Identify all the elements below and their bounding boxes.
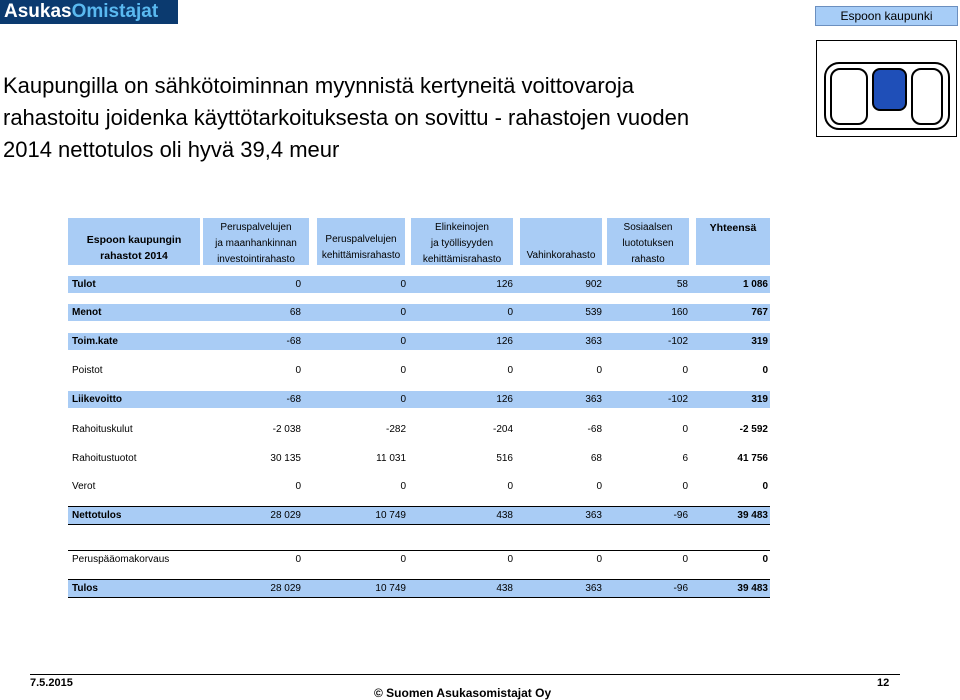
table-cell: 0 xyxy=(596,481,602,492)
table-cell: 6 xyxy=(682,453,688,464)
table-cell: 0 xyxy=(295,279,301,290)
footer-copyright: © Suomen Asukasomistajat Oy xyxy=(374,686,552,700)
total-cell: 39 483 xyxy=(737,583,768,594)
table-cell: 0 xyxy=(400,365,406,376)
brand-logo xyxy=(0,0,178,24)
table-cell: 0 xyxy=(682,365,688,376)
table-cell: 126 xyxy=(496,394,513,405)
table-cell: -68 xyxy=(286,394,301,405)
column-header: Peruspalvelujen kehittämisrahasto xyxy=(321,234,401,261)
table-cell: 0 xyxy=(596,554,602,565)
column-header: Vahinkorahasto xyxy=(526,250,596,261)
title-line-1: Kaupungilla on sähkötoiminnan myynnistä kertyneitä voittovaroja xyxy=(3,73,635,98)
footer-date: 7.5.2015 xyxy=(30,677,73,689)
table-cell: 0 xyxy=(507,365,513,376)
row-label: Rahoitustuotot xyxy=(72,453,137,464)
total-cell: 39 483 xyxy=(737,510,768,521)
footer-divider xyxy=(30,674,900,675)
table-cell: 0 xyxy=(295,554,301,565)
table-cell: 438 xyxy=(496,583,513,594)
total-cell: 0 xyxy=(762,481,768,492)
table-cell: 516 xyxy=(496,453,513,464)
table-cell: -2 038 xyxy=(272,424,301,435)
table-cell: 58 xyxy=(676,279,688,290)
table-cell: 68 xyxy=(289,307,301,318)
table-cell: -204 xyxy=(492,424,513,435)
column-header: Sosiaalsen luototuksen rahasto xyxy=(622,222,674,265)
table-cell: 0 xyxy=(295,365,301,376)
table-cell: -102 xyxy=(667,336,688,347)
column-header: Peruspalvelujen ja maanhankinnan investointirahasto xyxy=(215,222,297,265)
page-number: 12 xyxy=(877,677,890,689)
table-cell: 0 xyxy=(400,279,406,290)
total-cell: 1 086 xyxy=(742,279,768,290)
title-line-2: rahastoitu joidenka käyttötarkoituksesta on sovittu - rahastojen vuoden xyxy=(3,105,690,130)
page-title xyxy=(3,70,803,166)
table-cell: 0 xyxy=(682,424,688,435)
table-cell: 0 xyxy=(507,481,513,492)
row-border xyxy=(68,597,770,598)
top-bar xyxy=(0,0,960,30)
table-cell: 363 xyxy=(585,336,602,347)
table-cell: 902 xyxy=(585,279,602,290)
table-cell: -96 xyxy=(673,583,688,594)
table-cell: -102 xyxy=(667,394,688,405)
row-border xyxy=(68,524,770,525)
row-label: Poistot xyxy=(72,365,103,376)
table-corner-label: Espoon kaupungin rahastot 2014 xyxy=(86,234,182,262)
column-header-total: Yhteensä xyxy=(709,222,757,234)
table-cell: 0 xyxy=(400,394,406,405)
espoo-emblem-icon xyxy=(816,40,957,137)
row-label: Menot xyxy=(72,307,102,318)
table-cell: 30 135 xyxy=(270,453,301,464)
city-label: Espoon kaupunki xyxy=(815,6,958,26)
table-cell: 68 xyxy=(590,453,602,464)
row-label: Tulos xyxy=(72,583,98,594)
table-cell: -96 xyxy=(673,510,688,521)
table-cell: 0 xyxy=(295,481,301,492)
table-cell: 10 749 xyxy=(375,510,406,521)
table-cell: 363 xyxy=(585,583,602,594)
brand-part1: Asukas xyxy=(4,1,72,22)
table-cell: -282 xyxy=(385,424,406,435)
table-cell: -68 xyxy=(286,336,301,347)
column-header: Elinkeinojen ja työllisyyden kehittämisrahasto xyxy=(422,222,502,265)
total-cell: 0 xyxy=(762,554,768,565)
table-cell: 0 xyxy=(400,481,406,492)
row-label: Verot xyxy=(72,481,96,492)
total-cell: -2 592 xyxy=(739,424,768,435)
table-cell: 126 xyxy=(496,279,513,290)
table-cell: 0 xyxy=(596,365,602,376)
table-cell: 0 xyxy=(400,554,406,565)
table-cell: 11 031 xyxy=(376,453,406,464)
table-cell: 10 749 xyxy=(375,583,406,594)
table-cell: 28 029 xyxy=(270,583,301,594)
table-cell: 0 xyxy=(400,336,406,347)
table-cell: 28 029 xyxy=(270,510,301,521)
row-label: Nettotulos xyxy=(72,510,122,521)
title-line-3: 2014 nettotulos oli hyvä 39,4 meur xyxy=(3,137,340,162)
brand-part2: Omistajat xyxy=(71,1,159,22)
table-cell: 539 xyxy=(585,307,602,318)
total-cell: 319 xyxy=(751,336,768,347)
table-cell: 363 xyxy=(585,510,602,521)
table-cell: 0 xyxy=(400,307,406,318)
table-cell: -68 xyxy=(587,424,602,435)
table-cell: 0 xyxy=(682,554,688,565)
table-cell: 0 xyxy=(682,481,688,492)
row-label: Rahoituskulut xyxy=(72,424,133,435)
row-label: Liikevoitto xyxy=(72,394,123,405)
row-label: Peruspääomakorvaus xyxy=(72,554,170,565)
total-cell: 0 xyxy=(762,365,768,376)
total-cell: 41 756 xyxy=(737,453,768,464)
table-cell: 126 xyxy=(496,336,513,347)
table-cell: 0 xyxy=(507,307,513,318)
table-cell: 160 xyxy=(671,307,688,318)
table-cell: 363 xyxy=(585,394,602,405)
table-cell: 438 xyxy=(496,510,513,521)
table-cell: 0 xyxy=(507,554,513,565)
total-cell: 767 xyxy=(751,307,768,318)
row-label: Tulot xyxy=(72,279,96,290)
total-cell: 319 xyxy=(751,394,768,405)
row-label: Toim.kate xyxy=(72,336,118,347)
